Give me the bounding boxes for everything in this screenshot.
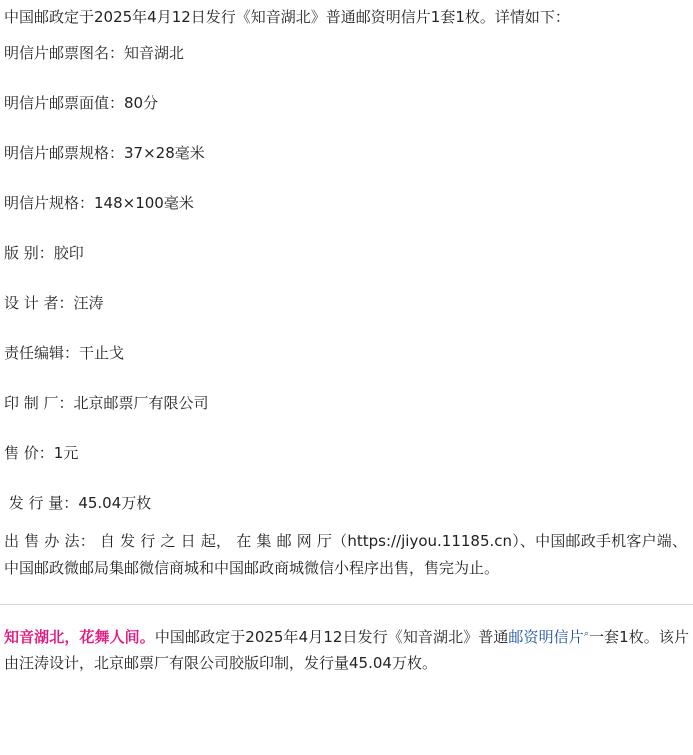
spec-value: 汪涛: [73, 294, 104, 312]
spec-row-editor: [0, 328, 693, 378]
intro-paragraph: 中国邮政定于2025年4月12日发行《知音湖北》普通邮资明信片1套1枚。详情如下：: [4, 8, 570, 26]
spec-row-printer: [0, 378, 693, 428]
spec-row-stamp-size: [0, 128, 693, 178]
specification-list: [0, 28, 693, 528]
spec-label: 明信片规格：: [4, 194, 95, 212]
spec-value: 北京邮票厂有限公司: [73, 394, 209, 412]
caption-text-after-link: 一套1枚。该片由汪涛设计，北京邮票厂有限公司胶版印制，发行量45.04万枚。: [4, 628, 689, 672]
spec-label: 明信片邮票图名：: [4, 44, 125, 62]
spec-value: 知音湖北: [124, 44, 185, 62]
spec-label: 责任编辑：: [4, 344, 80, 362]
spec-row-print-type: [0, 228, 693, 278]
spec-value: 胶印: [53, 244, 84, 262]
spec-label: 版 别：: [4, 244, 54, 262]
spec-value: 1元: [53, 444, 79, 462]
spec-value: 干止戈: [79, 344, 125, 362]
spec-label: 明信片邮票规格：: [4, 144, 125, 162]
spec-label: 印 制 厂：: [4, 394, 74, 412]
sale-method-paragraph: 出 售 办 法： 自 发 行 之 日 起， 在 集 邮 网 厅（https://jiyou.11185.cn）、中国邮政手机客户端、中国邮政微邮局集邮微信商城和中国邮政商城微信小程序出售，售完为止。: [4, 532, 687, 577]
postal-card-link[interactable]: 邮资明信片: [508, 628, 584, 646]
caption-paragraph: [0, 605, 693, 676]
spec-label: 设 计 者：: [4, 294, 74, 312]
caption-text-before-link: 中国邮政定于2025年4月12日发行《知音湖北》普通: [154, 628, 509, 646]
spec-label: 发 行 量：: [4, 494, 79, 512]
spec-value: 37×28毫米: [124, 144, 205, 162]
spec-row-designer: [0, 278, 693, 328]
spec-row-face-value: [0, 78, 693, 128]
spec-row-price: [0, 428, 693, 478]
spec-row-circulation: [0, 478, 693, 528]
spec-label: 售 价：: [4, 444, 54, 462]
spec-value: 148×100毫米: [94, 194, 194, 212]
caption-highlight: 知音湖北，花舞人间。: [4, 628, 155, 646]
spec-row-card-size: [0, 178, 693, 228]
search-icon[interactable]: ⌕: [583, 629, 589, 639]
spec-value: 45.04万枚: [78, 494, 152, 512]
spec-row-stamp-title: [0, 28, 693, 78]
spec-label: 明信片邮票面值：: [4, 94, 125, 112]
spec-value: 80分: [124, 94, 159, 112]
